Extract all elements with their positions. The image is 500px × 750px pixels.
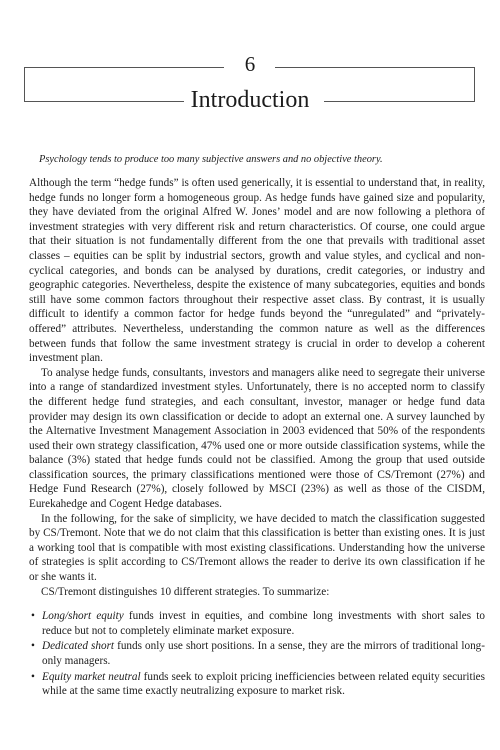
- strategy-term: Long/short equity: [42, 610, 124, 623]
- chapter-title: Introduction: [190, 87, 310, 113]
- list-item: [29, 639, 485, 668]
- strategy-term: Dedicated short: [42, 640, 115, 653]
- strategy-description: funds invest in equities, and combine long investments with short sales to reduce but not to completely eliminate market exposure.: [42, 610, 486, 637]
- paragraph: In the following, for the sake of simplicity, we have decided to match the classification suggested by CS/Tremont. Note that we do not claim that this classification is better than existing ones. It is just a working tool that is compatible with most existing classifications. Understanding how the universe of strategies is split according to CS/Tremont allows the reader to derive its own classification if he or she wants it.: [29, 512, 485, 584]
- body-text: [29, 176, 485, 700]
- strategy-term: Equity market neutral: [42, 670, 141, 683]
- list-item: [29, 609, 485, 638]
- strategy-list: [29, 609, 485, 699]
- strategy-description: funds seek to exploit pricing inefficiencies between related equity securities while at the same time exactly neutralizing exposure to market risk.: [42, 670, 486, 698]
- chapter-number: 6: [244, 52, 256, 76]
- epigraph: Psychology tends to produce too many subjective answers and no objective theory.: [39, 154, 383, 165]
- paragraph: Although the term “hedge funds” is often used generically, it is essential to understand that, in reality, hedge funds no longer form a homogeneous group. As hedge funds have gained size and popularity, they have deviated from the original Alfred W. Jones’ model and are now following a plethora of investment strategies with very different risk and return characteristics. Of course, one could argue that their situation is not fundamentally different from the one that prevails with traditional asset classes – equities can be split by industrial sectors, growth and value styles, and cyclical and non-cyclical categories, and bonds can be analysed by durations, credit categories, or industry and geographic categories. Nevertheless, despite the existence of many subcategories, equities and bonds still have some common factors throughout their respective asset class. By contrast, it is usually difficult to identify a common factor for hedge funds beyond the “unregulated” and “privately-offered” attributes. Nevertheless, understanding the common nature as well as the differences between funds that follow the same investment strategy is crucial in order to develop a coherent investment plan.: [29, 177, 485, 365]
- bullet-icon: •: [31, 640, 35, 653]
- bullet-icon: •: [31, 610, 35, 623]
- bullet-icon: •: [31, 670, 35, 683]
- strategy-description: funds only use short positions. In a sense, they are the mirrors of traditional long-only managers.: [42, 640, 485, 667]
- list-item: [29, 670, 485, 699]
- paragraph: CS/Tremont distinguishes 10 different strategies. To summarize:: [41, 585, 330, 598]
- paragraph: To analyse hedge funds, consultants, investors and managers alike need to segregate their universe into a range of standardized investment styles. Unfortunately, there is no accepted norm to classify the different hedge fund strategies, and each consultant, investor, manager or hedge fund data provider may design its own classification or decide to adopt an external one. A survey launched by the Alternative Investment Management Association in 2003 evidenced that 50% of the respondents used their own strategy classification, 47% used one or more outside classification systems, while the balance (3%) stated that hedge funds could not be classified. Among the group that used outside classification sources, the primary classifications mentioned were those of CS/Tremont (27%) and Hedge Fund Research (27%), closely followed by MSCI (23%) as well as those of the CISDM, Eurekahedge and Cogent Hedge databases.: [29, 366, 485, 511]
